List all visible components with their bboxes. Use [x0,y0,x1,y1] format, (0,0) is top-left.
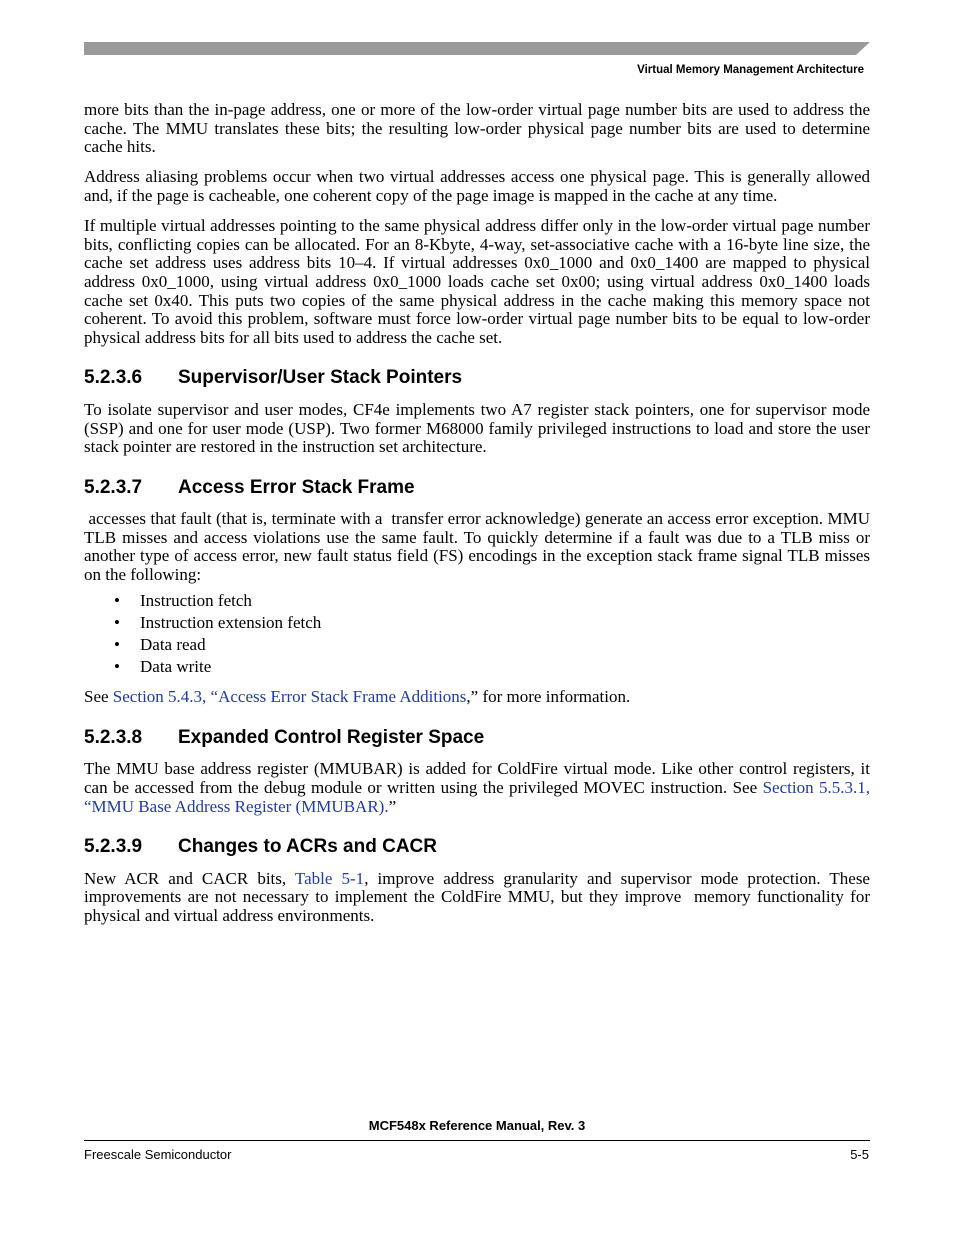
cross-reference-link[interactable]: Section 5.5.3.1, “MMU Base Address Register (MMUBAR). [84,778,870,816]
paragraph: Address aliasing problems occur when two virtual addresses access one physical page. This is generally allowed and, if the page is cacheable, one coherent copy of the page image is mapped in the cache at any time. [84,167,870,205]
paragraph-suffix: ” [388,796,397,816]
bullet-list [84,590,870,678]
paragraph: If multiple virtual addresses pointing to the same physical address differ only in the low-order virtual page number bits, conflicting copies can be allocated. For an 8-Kbyte, 4-way, set-associative cache with a 16-byte line size, the cache set address uses address bits 10–4. If virtual addresses 0x0_1000 and 0x0_1400 are mapped to physical address 0x0_1000, using virtual address 0x0_1000 loads cache set 0x00; using virtual address 0x0_1400 loads cache set 0x40. This puts two copies of the same physical address in the cache making this memory space not coherent. To avoid this problem, software must force low-order virtual page number bits to be equal to low-order physical address bits for all bits used to address the cache set. [84,216,870,347]
paragraph: accesses that fault (that is, terminate with a transfer error acknowledge) generate an access error exception. MMU TLB misses and access violations use the same fault. To quickly determine if a fault was due to a TLB miss or another type of access error, new fault status field (FS) encodings in the exception stack frame signal TLB misses on the following: [84,509,875,585]
section-heading [84,838,870,857]
footer-company: Freescale Semiconductor [84,1147,232,1162]
section-title: Access Error Stack Frame [178,476,415,498]
section-title: Expanded Control Register Space [178,726,485,748]
page-body [84,100,875,937]
section-number: 5.2.3.8 [84,726,143,748]
bullet-icon: • [114,591,120,611]
bullet-icon: • [114,613,120,633]
running-head: Virtual Memory Management Architecture [637,64,864,76]
section-number: 5.2.3.9 [84,836,143,858]
page-number: 5-5 [850,1147,869,1162]
list-item-text: Instruction fetch [140,591,252,611]
paragraph: To isolate supervisor and user modes, CF4e implements two A7 register stack pointers, one for supervisor mode (SSP) and one for user mode (USP). Two former M68000 family privileged instructions to load and store the user stack pointer are restored in the instruction set architecture. [84,399,870,457]
paragraph-prefix: New ACR and CACR bits, [84,868,295,888]
paragraph [84,868,875,926]
list-item [84,612,870,634]
list-item [84,656,870,678]
section-heading [84,476,870,498]
paragraph-text: , improve address granularity and supervisor mode protection. These improvements are not necessary to implement the ColdFire MMU, but they improve memory functionality for physical and virtual address environments. [84,868,875,925]
paragraph-text: The MMU base address register (MMUBAR) is added for ColdFire virtual mode. Like other control registers, it can be accessed from the debug module or written using the privileged MOVEC instruction. See [84,759,870,798]
bullet-icon: • [114,657,120,677]
see-suffix: ,” for more information. [466,687,631,707]
list-item [84,590,870,612]
section-heading [84,726,870,748]
paragraph: more bits than the in-page address, one or more of the low-order virtual page number bits are used to address the cache. The MMU translates these bits; the resulting low-order physical page number bits are used to determine cache hits. [84,100,870,157]
footer-title: MCF548x Reference Manual, Rev. 3 [368,1118,586,1133]
see-prefix: See [84,687,113,707]
list-item [84,634,870,656]
header-bar [84,42,870,55]
paragraph [84,760,870,816]
table-reference-link[interactable]: Table 5-1 [294,868,365,888]
section-heading [84,369,870,388]
list-item-text: Data read [140,635,206,655]
paragraph [84,688,870,707]
list-item-text: Instruction extension fetch [140,613,322,633]
section-title: Supervisor/User Stack Pointers [178,367,463,389]
section-number: 5.2.3.6 [84,367,143,389]
header-bar-shape [84,42,870,55]
list-item-text: Data write [140,657,212,677]
cross-reference-link[interactable]: Section 5.4.3, “Access Error Stack Frame Additions [112,687,467,707]
section-number: 5.2.3.7 [84,476,143,498]
bullet-icon: • [114,635,120,655]
section-title: Changes to ACRs and CACR [178,836,437,858]
footer-rule [84,1140,870,1141]
